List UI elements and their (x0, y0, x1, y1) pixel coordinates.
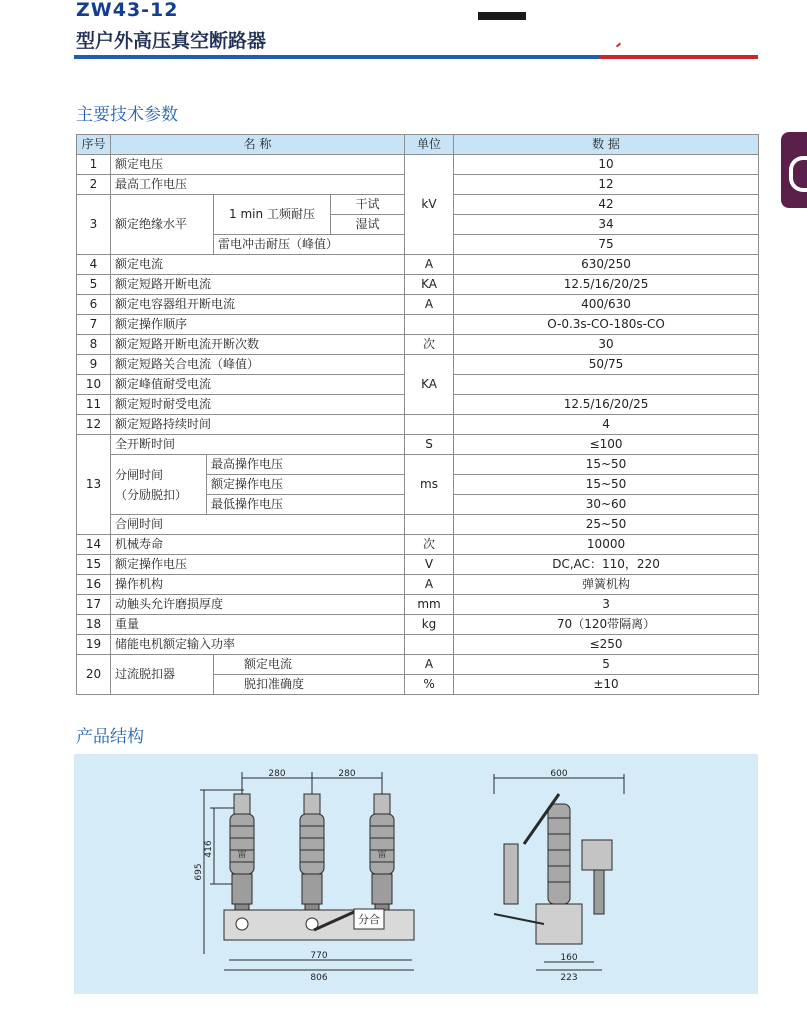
cell-no: 6 (77, 295, 111, 315)
cell-no: 4 (77, 255, 111, 275)
table-row (77, 535, 759, 555)
cell-sub: 最低操作电压 (207, 495, 405, 515)
cell-sub: 干试 (331, 195, 405, 215)
cell-no: 10 (77, 375, 111, 395)
cell-unit: A (405, 255, 454, 275)
table-row (77, 415, 759, 435)
side-tab-marker (781, 132, 807, 208)
dim-600: 600 (550, 769, 568, 779)
cell-value (454, 375, 759, 395)
table-row (77, 315, 759, 335)
cell-unit: A (405, 575, 454, 595)
cell-no: 19 (77, 635, 111, 655)
side-view (494, 794, 612, 970)
cell-value: 50/75 (454, 355, 759, 375)
dim-223: 223 (560, 973, 578, 983)
cell-value: 12.5/16/20/25 (454, 395, 759, 415)
cell-name: 额定峰值耐受电流 (111, 375, 405, 395)
dim-160: 160 (560, 953, 578, 963)
table-row (77, 595, 759, 615)
cell-name-line1: 分闸时间 (115, 467, 164, 482)
cell-no: 17 (77, 595, 111, 615)
cell-name: 额定电流 (111, 255, 405, 275)
cell-value: 25~50 (454, 515, 759, 535)
cell-value: 4 (454, 415, 759, 435)
cell-name: 额定短路持续时间 (111, 415, 405, 435)
cell-value: 15~50 (454, 475, 759, 495)
spec-table (76, 134, 759, 695)
cell-name: 额定绝缘水平 (111, 195, 214, 255)
cell-name: 机械寿命 (111, 535, 405, 555)
cell-value: 5 (454, 655, 759, 675)
cell-unit (405, 415, 454, 435)
section-title-structure: 产品结构 (76, 727, 144, 747)
cell-unit: KA (405, 355, 454, 415)
cell-value: 30~60 (454, 495, 759, 515)
cell-value: 12 (454, 175, 759, 195)
cell-name: 额定短路关合电流（峰值） (111, 355, 405, 375)
page-title: 型户外高压真空断路器 (76, 30, 267, 52)
cell-no: 15 (77, 555, 111, 575)
table-row (77, 435, 759, 455)
cell-name (111, 455, 207, 515)
cell-name: 操作机构 (111, 575, 405, 595)
cell-name: 额定短路开断电流 (111, 275, 405, 295)
cell-name: 动触头允许磨损厚度 (111, 595, 405, 615)
cell-value: 75 (454, 235, 759, 255)
col-header-unit: 单位 (405, 135, 454, 155)
dim-280-b: 280 (338, 769, 356, 779)
cell-no: 11 (77, 395, 111, 415)
cell-no: 7 (77, 315, 111, 335)
cell-name: 额定电容器组开断电流 (111, 295, 405, 315)
cell-name: 额定操作电压 (111, 555, 405, 575)
pole-label-3: 雷 (377, 850, 387, 860)
cell-value: 70（120带隔离） (454, 615, 759, 635)
cell-sub: 1 min 工频耐压 (214, 195, 331, 235)
cell-value: DC,AC：110，220 (454, 555, 759, 575)
cell-no: 12 (77, 415, 111, 435)
cell-value: 3 (454, 595, 759, 615)
table-row (77, 355, 759, 375)
col-header-data: 数 据 (454, 135, 759, 155)
cell-value: 10 (454, 155, 759, 175)
cell-sub: 最高操作电压 (207, 455, 405, 475)
cell-sub: 额定操作电压 (207, 475, 405, 495)
cell-value: 10000 (454, 535, 759, 555)
table-header-row (77, 135, 759, 155)
red-tick-mark (616, 43, 621, 48)
table-row (77, 295, 759, 315)
pole-2 (300, 794, 324, 910)
col-header-no: 序号 (77, 135, 111, 155)
table-row (77, 255, 759, 275)
cell-unit (405, 515, 454, 535)
cell-no: 1 (77, 155, 111, 175)
cell-no: 14 (77, 535, 111, 555)
cell-unit: S (405, 435, 454, 455)
header-rule-blue (74, 55, 600, 59)
cell-unit (405, 315, 454, 335)
table-row (77, 515, 759, 535)
cell-unit: KA (405, 275, 454, 295)
cell-unit: A (405, 655, 454, 675)
cell-unit: 次 (405, 535, 454, 555)
cell-value: 400/630 (454, 295, 759, 315)
structure-drawing-panel (74, 754, 758, 994)
cell-name: 重量 (111, 615, 405, 635)
cell-value: O-0.3s-CO-180s-CO (454, 315, 759, 335)
cell-value: ≤100 (454, 435, 759, 455)
cell-unit (405, 635, 454, 655)
cell-unit: mm (405, 595, 454, 615)
model-number: ZW43-12 (76, 2, 179, 18)
table-row (77, 615, 759, 635)
top-black-bar (478, 12, 526, 20)
cell-sub: 湿试 (331, 215, 405, 235)
cell-name: 储能电机额定输入功率 (111, 635, 405, 655)
table-row (77, 555, 759, 575)
cell-value: 42 (454, 195, 759, 215)
table-row (77, 335, 759, 355)
cell-no: 16 (77, 575, 111, 595)
dim-770: 770 (310, 951, 328, 961)
dim-806: 806 (310, 973, 328, 983)
cell-name: 额定操作顺序 (111, 315, 405, 335)
cell-value: 630/250 (454, 255, 759, 275)
cell-name: 最高工作电压 (111, 175, 405, 195)
cell-no: 20 (77, 655, 111, 695)
cell-name: 全开断时间 (111, 435, 405, 455)
table-row (77, 455, 759, 475)
dim-280-a: 280 (268, 769, 286, 779)
col-header-name: 名 称 (111, 135, 405, 155)
cell-name: 合闸时间 (111, 515, 405, 535)
cell-name: 额定电压 (111, 155, 405, 175)
dim-416: 416 (204, 840, 214, 858)
switch-label: 分合 (358, 913, 380, 926)
section-title-params: 主要技术参数 (76, 105, 178, 125)
cell-unit: V (405, 555, 454, 575)
cell-unit: ms (405, 455, 454, 515)
table-row (77, 635, 759, 655)
cell-no: 9 (77, 355, 111, 375)
cell-name: 额定短时耐受电流 (111, 395, 405, 415)
header-rule-red (600, 55, 758, 59)
cell-value: 34 (454, 215, 759, 235)
cell-no: 8 (77, 335, 111, 355)
cell-value: 15~50 (454, 455, 759, 475)
cell-unit: kg (405, 615, 454, 635)
cell-sub: 脱扣准确度 (214, 675, 405, 695)
cell-name: 过流脱扣器 (111, 655, 214, 695)
table-row (77, 575, 759, 595)
cell-unit: kV (405, 155, 454, 255)
cell-name: 额定短路开断电流开断次数 (111, 335, 405, 355)
cell-name-line2: （分励脱扣） (115, 487, 188, 502)
cell-no: 2 (77, 175, 111, 195)
dim-695: 695 (194, 863, 204, 881)
table-row (77, 655, 759, 675)
cell-value: ≤250 (454, 635, 759, 655)
structure-drawing (74, 754, 758, 994)
cell-value: ±10 (454, 675, 759, 695)
cell-value: 弹簧机构 (454, 575, 759, 595)
cell-no: 13 (77, 435, 111, 535)
table-row (77, 275, 759, 295)
cell-no: 5 (77, 275, 111, 295)
cell-no: 3 (77, 195, 111, 255)
cell-unit: 次 (405, 335, 454, 355)
cell-sub: 雷电冲击耐压（峰值） (214, 235, 405, 255)
pole-label-1: 雷 (237, 850, 247, 860)
table-row (77, 155, 759, 175)
cell-unit: A (405, 295, 454, 315)
cell-unit: % (405, 675, 454, 695)
cell-value: 30 (454, 335, 759, 355)
cell-sub: 额定电流 (214, 655, 405, 675)
cell-no: 18 (77, 615, 111, 635)
cell-value: 12.5/16/20/25 (454, 275, 759, 295)
